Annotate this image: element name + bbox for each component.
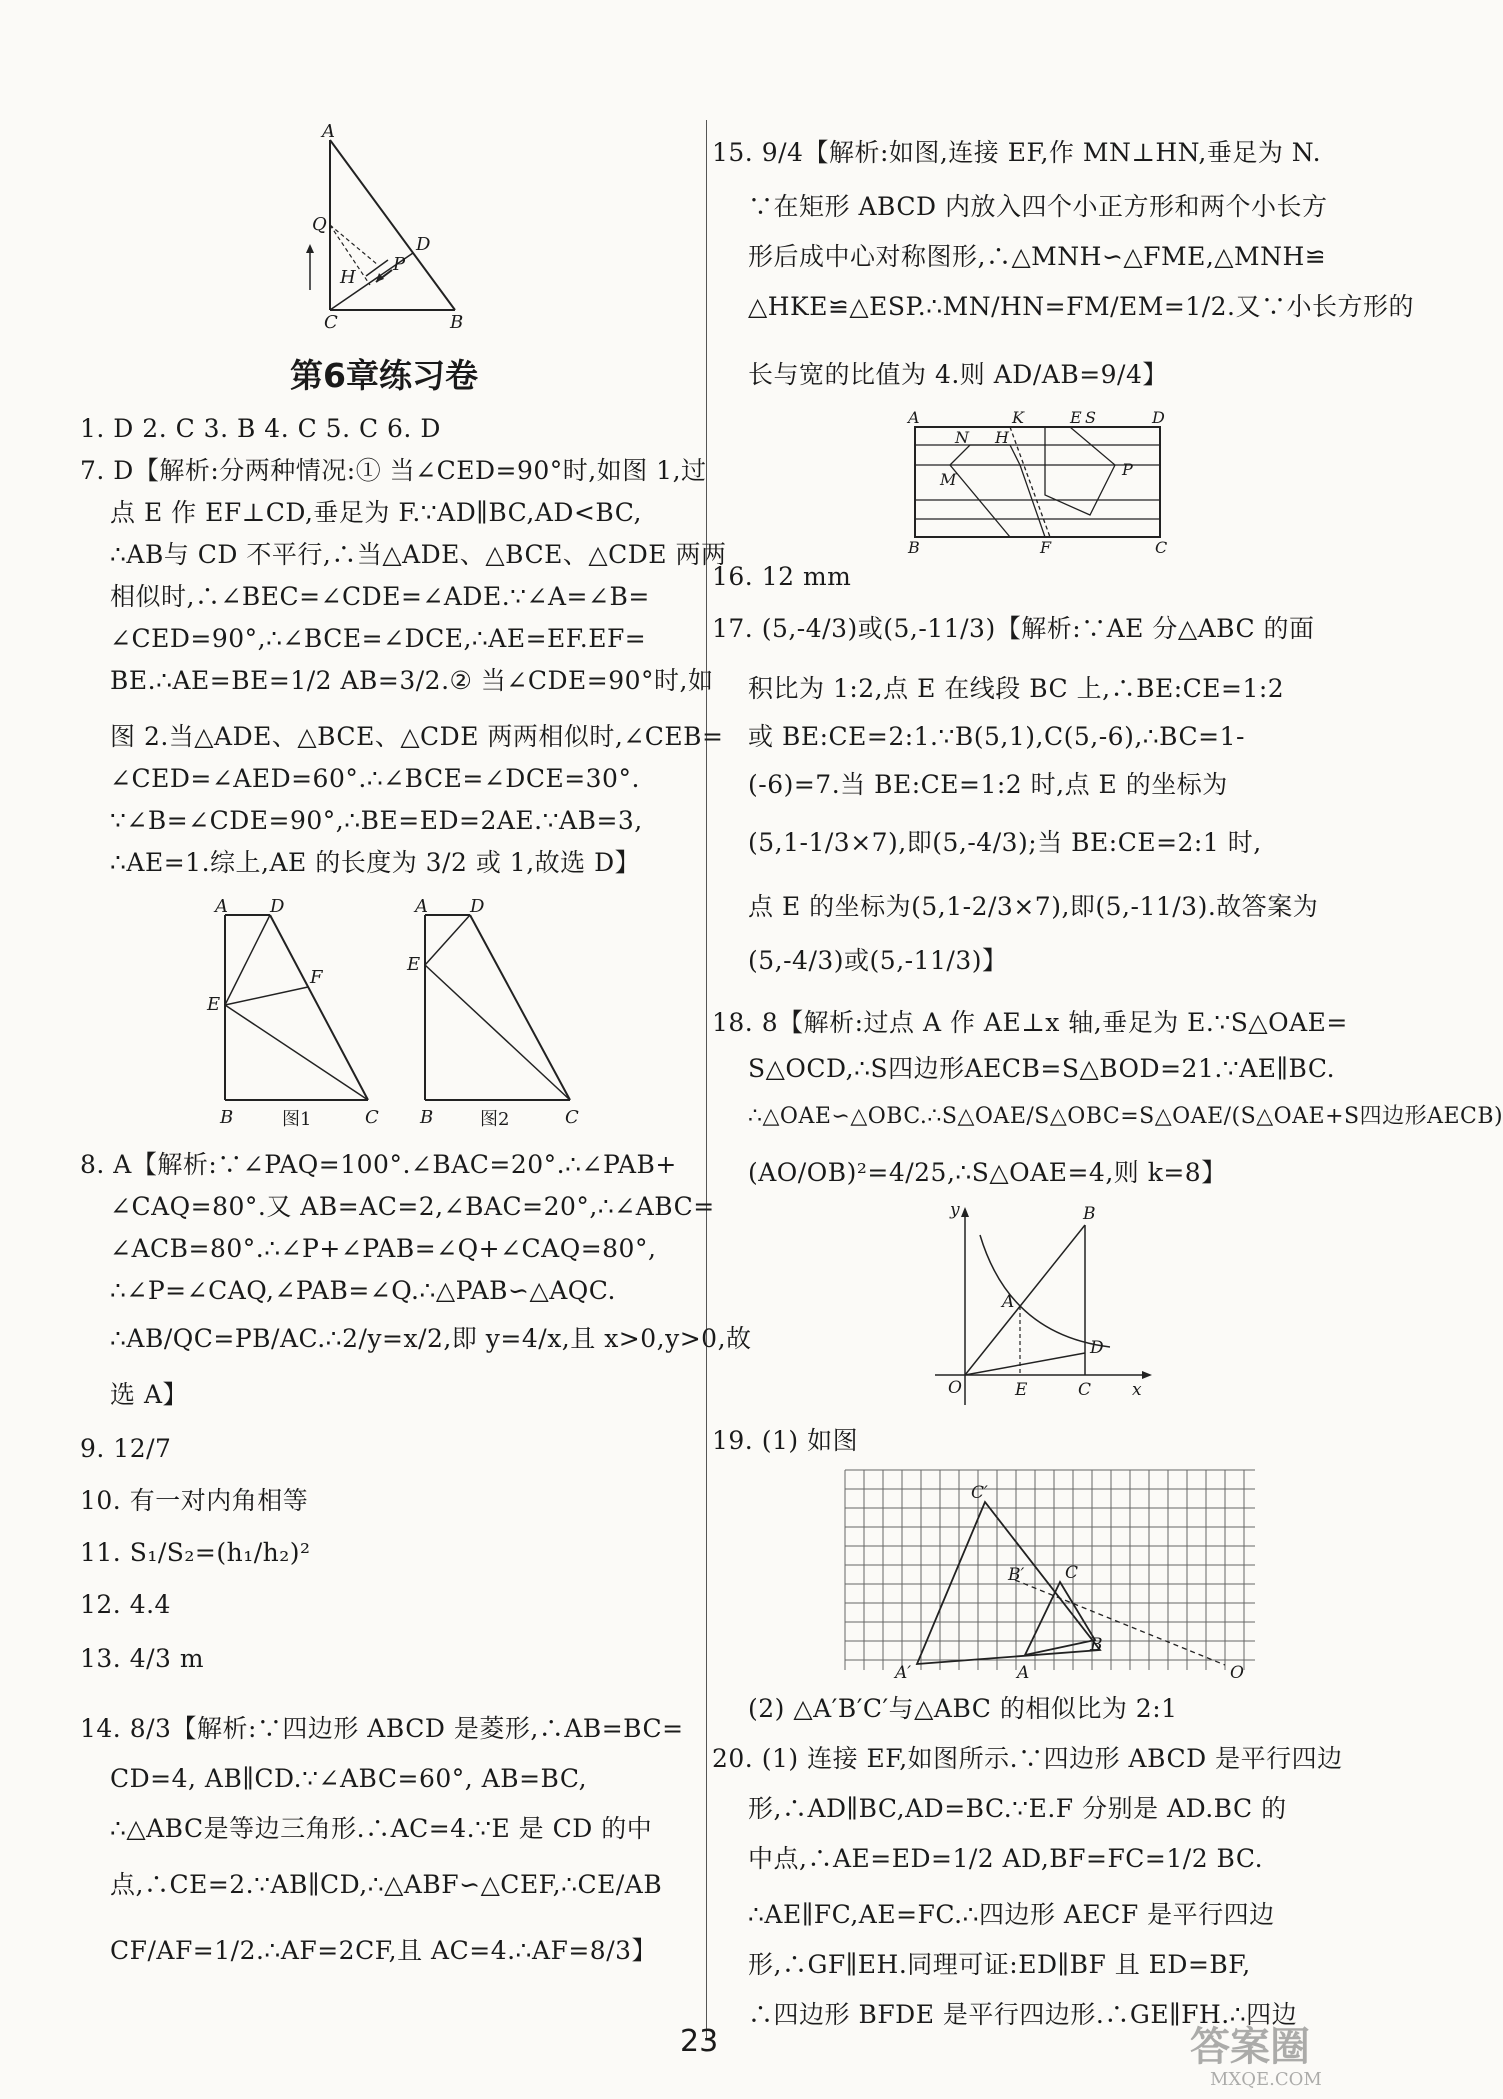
grid-label-a: A xyxy=(1017,1663,1030,1683)
column-divider xyxy=(706,120,707,2040)
answer-line: CD=4, AB∥CD.∵∠ABC=60°, AB=BC, xyxy=(110,1764,588,1793)
svg-text:MXQE.COM: MXQE.COM xyxy=(1210,2069,1322,2090)
rect-label-h: H xyxy=(995,428,1009,447)
answer-line: 选 A】 xyxy=(110,1380,189,1409)
figure-1-and-2 xyxy=(200,895,600,1135)
rect-label-e: E xyxy=(1070,408,1082,427)
answer-line: 形,∴AD∥BC,AD=BC.∵E.F 分别是 AD.BC 的 xyxy=(748,1794,1287,1823)
answer-line: 中点,∴AE=ED=1/2 AD,BF=FC=1/2 BC. xyxy=(748,1844,1264,1873)
grid-figure xyxy=(845,1460,1265,1685)
answer-line: 形,∴GF∥EH.同理可证:ED∥BF 且 ED=BF, xyxy=(748,1950,1251,1979)
rect-label-m: M xyxy=(940,470,957,489)
rect-label-a: A xyxy=(908,408,920,427)
fig2-label-d: D xyxy=(470,896,485,917)
fig2-label-a: A xyxy=(415,896,428,917)
answer-line: ∴△ABC是等边三角形.∴AC=4.∵E 是 CD 的中 xyxy=(110,1814,653,1843)
answer-line: 20. (1) 连接 EF,如图所示.∵四边形 ABCD 是平行四边 xyxy=(712,1744,1343,1773)
answer-line: ∴四边形 BFDE 是平行四边形.∴GE∥FH.∴四边 xyxy=(748,2000,1298,2029)
answer-line: ∵在矩形 ABCD 内放入四个小正方形和两个小长方 xyxy=(748,192,1328,221)
fig1-label-e: E xyxy=(207,994,221,1015)
answer-line: 点 E 作 EF⊥CD,垂足为 F.∵AD∥BC,AD<BC, xyxy=(110,498,642,527)
answer-line: ∠CED=90°,∴∠BCE=∠DCE,∴AE=EF.EF= xyxy=(110,624,647,653)
answer-line: 点 E 的坐标为(5,1-2/3×7),即(5,-11/3).故答案为 xyxy=(748,892,1319,921)
rect-label-b: B xyxy=(908,538,920,557)
axes-label-x: x xyxy=(1132,1380,1142,1400)
answer-line: ∴△OAE∽△OBC.∴S△OAE/S△OBC=S△OAE/(S△OAE+S四边形AECB) xyxy=(748,1104,1503,1129)
answer-line: ∴AE=1.综上,AE 的长度为 3/2 或 1,故选 D】 xyxy=(110,848,641,877)
rect-label-p: P xyxy=(1122,460,1133,479)
grid-label-o: O xyxy=(1230,1663,1244,1683)
grid-label-b-prime: B′ xyxy=(1008,1565,1025,1585)
answer-line: 14. 8/3【解析:∵四边形 ABCD 是菱形,∴AB=BC= xyxy=(80,1714,684,1743)
axes-label-y: y xyxy=(950,1200,960,1220)
rect-label-s: S xyxy=(1085,408,1096,427)
answer-line: 13. 4/3 m xyxy=(80,1644,205,1673)
answer-line: 或 BE:CE=2:1.∵B(5,1),C(5,-6),∴BC=1- xyxy=(748,722,1245,751)
answer-line: 长与宽的比值为 4.则 AD/AB=9/4】 xyxy=(748,360,1168,389)
axes-label-a: A xyxy=(1002,1292,1015,1312)
coordinate-figure xyxy=(920,1195,1160,1415)
answer-line: △HKE≌△ESP.∴MN/HN=FM/EM=1/2.又∵小长方形的 xyxy=(748,292,1414,321)
answer-line: 相似时,∴∠BEC=∠CDE=∠ADE.∵∠A=∠B= xyxy=(110,582,650,611)
answer-line: (5,1-1/3×7),即(5,-4/3);当 BE:CE=2:1 时, xyxy=(748,828,1262,857)
answer-line: 19. (1) 如图 xyxy=(712,1426,859,1455)
rect-label-k: K xyxy=(1012,408,1024,427)
axes-label-d: D xyxy=(1090,1338,1104,1358)
fig1-label-b: B xyxy=(220,1107,234,1128)
answer-line: 11. S₁/S₂=(h₁/h₂)² xyxy=(80,1538,311,1567)
top-label-c: C xyxy=(324,312,338,333)
answer-line: ∴AE∥FC,AE=FC.∴四边形 AECF 是平行四边 xyxy=(748,1900,1275,1929)
answer-line: 16. 12 mm xyxy=(712,562,852,591)
answer-line: ∵∠B=∠CDE=90°,∴BE=ED=2AE.∵AB=3, xyxy=(110,806,643,835)
top-label-d: D xyxy=(416,234,431,255)
answer-line: 18. 8【解析:过点 A 作 AE⊥x 轴,垂足为 E.∵S△OAE= xyxy=(712,1008,1348,1037)
svg-text:答案圈: 答案圈 xyxy=(1190,2023,1310,2070)
answer-line: 9. 12/7 xyxy=(80,1434,172,1463)
fig2-caption: 图2 xyxy=(480,1109,510,1130)
page-number: 23 xyxy=(680,2024,719,2059)
answer-line: ∴AB/QC=PB/AC.∴2/y=x/2,即 y=4/x,且 x>0,y>0,故 xyxy=(110,1324,752,1353)
answer-line: 图 2.当△ADE、△BCE、△CDE 两两相似时,∠CEB= xyxy=(110,722,724,751)
answer-line: ∴∠P=∠CAQ,∠PAB=∠Q.∴△PAB∽△AQC. xyxy=(110,1276,616,1305)
top-label-b: B xyxy=(450,312,464,333)
answer-line: ∠ACB=80°.∴∠P+∠PAB=∠Q+∠CAQ=80°, xyxy=(110,1234,657,1263)
top-triangle-figure xyxy=(300,120,480,333)
answer-line: 1. D 2. C 3. B 4. C 5. C 6. D xyxy=(80,414,441,443)
chapter-title: 第6章练习卷 xyxy=(290,356,478,395)
answer-line: 积比为 1:2,点 E 在线段 BC 上,∴BE:CE=1:2 xyxy=(748,674,1285,703)
answer-line: S△OCD,∴S四边形AECB=S△BOD=21.∵AE∥BC. xyxy=(748,1054,1336,1083)
grid-label-a-prime: A′ xyxy=(895,1663,912,1683)
fig1-caption: 图1 xyxy=(282,1109,312,1130)
watermark-logo xyxy=(1180,2010,1400,2090)
answer-line: (AO/OB)²=4/25,∴S△OAE=4,则 k=8】 xyxy=(748,1158,1227,1187)
answer-line: (-6)=7.当 BE:CE=1:2 时,点 E 的坐标为 xyxy=(748,770,1228,799)
fig2-label-e: E xyxy=(407,954,421,975)
answer-line: (5,-4/3)或(5,-11/3)】 xyxy=(748,946,1008,975)
answer-line: (2) △A′B′C′与△ABC 的相似比为 2:1 xyxy=(748,1694,1178,1723)
fig2-label-c: C xyxy=(565,1107,579,1128)
fig1-label-a: A xyxy=(215,896,228,917)
rect-label-n: N xyxy=(955,428,969,447)
answer-line: ∴AB与 CD 不平行,∴当△ADE、△BCE、△CDE 两两 xyxy=(110,540,727,569)
rect-label-f: F xyxy=(1040,538,1052,557)
top-label-q: Q xyxy=(312,214,327,235)
answer-line: 10. 有一对内角相等 xyxy=(80,1486,309,1515)
answer-line: 形后成中心对称图形,∴△MNH∽△FME,△MNH≌ xyxy=(748,242,1327,271)
answer-line: 15. 9/4【解析:如图,连接 EF,作 MN⊥HN,垂足为 N. xyxy=(712,138,1322,167)
fig1-label-d: D xyxy=(270,896,285,917)
answer-line: 7. D【解析:分两种情况:① 当∠CED=90°时,如图 1,过 xyxy=(80,456,707,485)
axes-label-o: O xyxy=(948,1378,962,1398)
answer-line: CF/AF=1/2.∴AF=2CF,且 AC=4.∴AF=8/3】 xyxy=(110,1936,658,1965)
answer-line: 点,∴CE=2.∵AB∥CD,∴△ABF∽△CEF,∴CE/AB xyxy=(110,1870,663,1899)
axes-label-c: C xyxy=(1078,1380,1092,1400)
grid-label-c-prime: C′ xyxy=(971,1483,988,1503)
fig1-label-f: F xyxy=(310,967,323,988)
answer-line: BE.∴AE=BE=1/2 AB=3/2.② 当∠CDE=90°时,如 xyxy=(110,666,714,695)
answer-line: 17. (5,-4/3)或(5,-11/3)【解析:∵AE 分△ABC 的面 xyxy=(712,614,1315,643)
answer-line: 8. A【解析:∵∠PAQ=100°.∠BAC=20°.∴∠PAB+ xyxy=(80,1150,677,1179)
answer-line: ∠CAQ=80°.又 AB=AC=2,∠BAC=20°,∴∠ABC= xyxy=(110,1192,715,1221)
axes-label-e: E xyxy=(1015,1380,1028,1400)
grid-label-c: C xyxy=(1065,1563,1079,1583)
rect-label-c: C xyxy=(1155,538,1168,557)
answer-line: 12. 4.4 xyxy=(80,1590,171,1619)
answer-line: ∠CED=∠AED=60°.∴∠BCE=∠DCE=30°. xyxy=(110,764,640,793)
fig2-label-b: B xyxy=(420,1107,434,1128)
fig1-label-c: C xyxy=(365,1107,379,1128)
top-label-h: H xyxy=(340,267,356,288)
rectangle-squares-figure xyxy=(900,405,1180,555)
axes-label-b: B xyxy=(1083,1204,1096,1224)
top-label-a: A xyxy=(322,121,335,142)
rect-label-d: D xyxy=(1152,408,1165,427)
grid-label-b: B xyxy=(1090,1635,1103,1655)
top-label-p: P xyxy=(393,254,406,275)
